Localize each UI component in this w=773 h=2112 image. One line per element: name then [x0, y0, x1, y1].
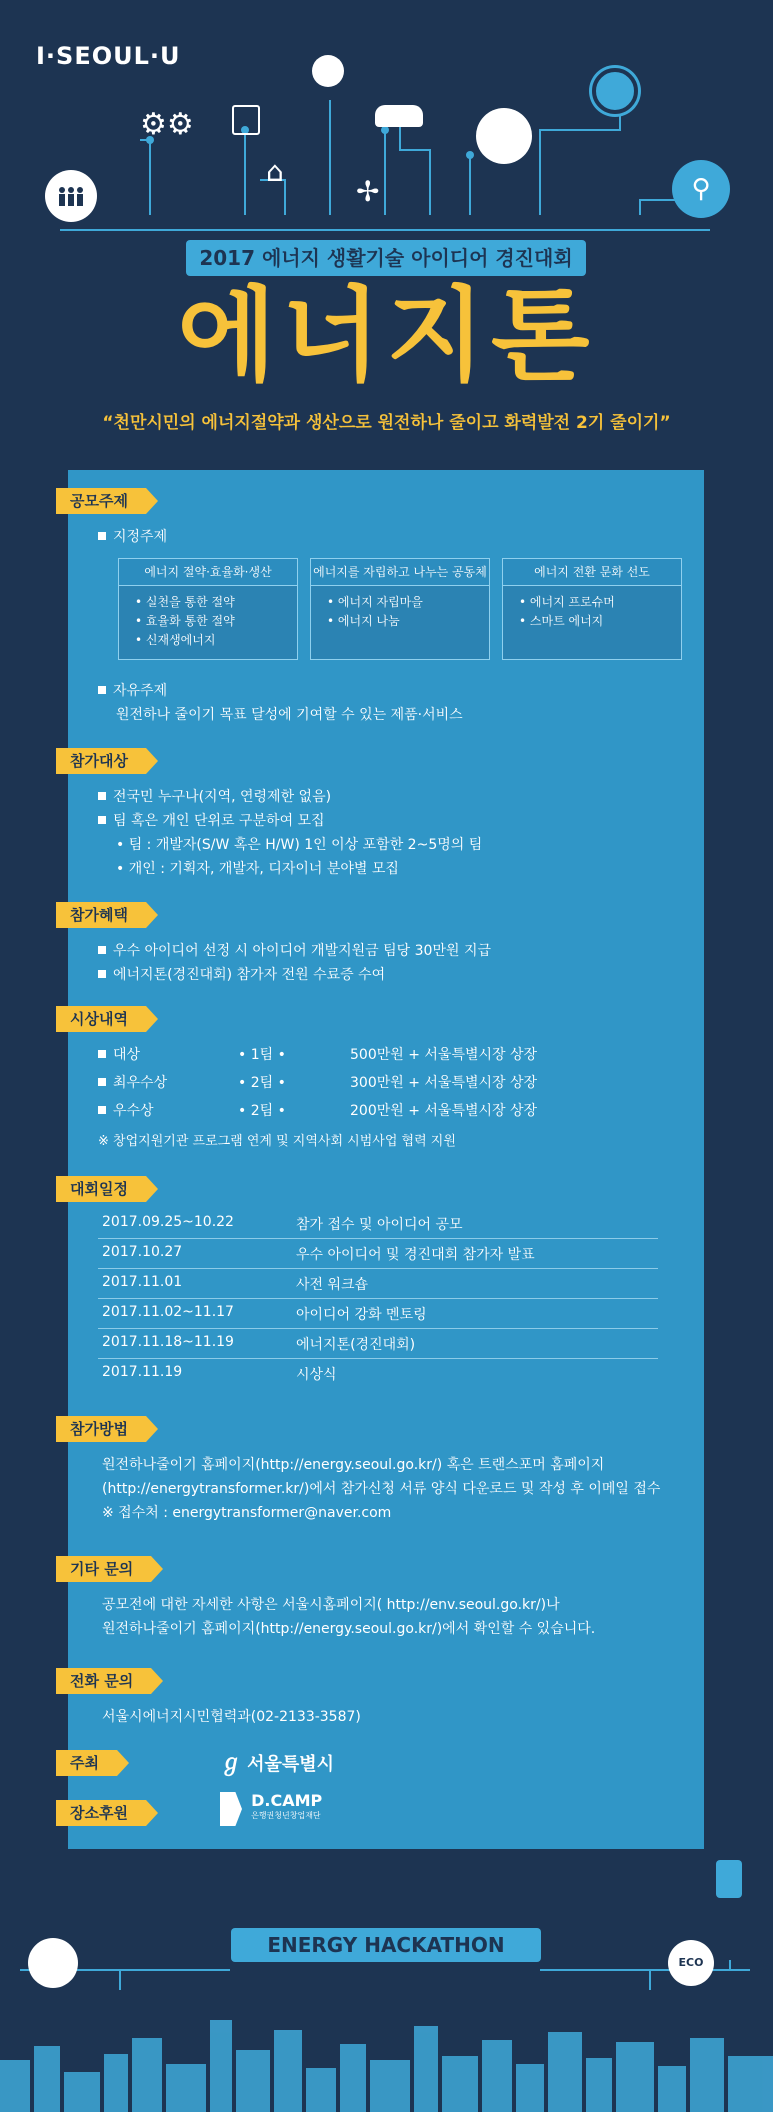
plug-icon [716, 1860, 742, 1898]
host-name: 서울특별시 [247, 1754, 335, 1775]
divider [98, 1358, 658, 1359]
award-note: ※ 창업지원기관 프로그램 연계 및 지역사회 시범사업 협력 지원 [98, 1134, 456, 1149]
house-icon: ⌂ [266, 155, 284, 188]
method-line: (http://energytransformer.kr/)에서 참가신청 서류 양식 다운로드 및 작성 후 이메일 접수 [102, 1481, 661, 1497]
schedule-date: 2017.11.19 [102, 1364, 183, 1380]
list-item: • 실천을 통한 절약 [135, 595, 235, 609]
section-tag: 공모주제 [56, 488, 146, 514]
schedule-date: 2017.11.02~11.17 [102, 1304, 234, 1320]
divider [98, 1328, 658, 1329]
divider [98, 1268, 658, 1269]
list-item: • 신재생에너지 [135, 633, 216, 647]
award-name: 대상 [98, 1044, 140, 1064]
free-topic-desc: 원전하나 줄이기 목표 달성에 기여할 수 있는 제품·서비스 [116, 707, 463, 723]
section-schedule [56, 1176, 146, 1202]
content-panel [68, 470, 704, 1849]
section-phone [56, 1668, 151, 1694]
contest-subtitle: 2017 에너지 생활기술 아이디어 경진대회 [186, 240, 586, 276]
section-tag: 주최 [56, 1750, 117, 1776]
schedule-date: 2017.09.25~10.22 [102, 1214, 234, 1230]
bicycle-icon: ⚲ [672, 160, 730, 218]
award-prize: 500만원 + 서울특별시장 상장 [350, 1047, 538, 1063]
divider [98, 1298, 658, 1299]
section-tag: 전화 문의 [56, 1668, 151, 1694]
car-icon [375, 105, 423, 127]
schedule-event: 시상식 [296, 1367, 337, 1383]
section-tag: 시상내역 [56, 1006, 146, 1032]
list-item: • 에너지 나눔 [327, 614, 400, 628]
schedule-event: 에너지톤(경진대회) [296, 1337, 416, 1353]
eco-badge: ECO [668, 1940, 714, 1986]
dcamp-logo [220, 1792, 322, 1826]
schedule-date: 2017.10.27 [102, 1244, 183, 1260]
topic-box [118, 558, 298, 660]
dcamp-name: D.CAMP [251, 1791, 323, 1810]
benefit-line: 에너지톤(경진대회) 참가자 전원 수료증 수여 [98, 964, 385, 984]
section-tag: 대회일정 [56, 1176, 146, 1202]
seoul-logo [220, 1746, 334, 1777]
award-prize: 200만원 + 서울특별시장 상장 [350, 1103, 538, 1119]
topic-box [310, 558, 490, 660]
award-prize: 300만원 + 서울특별시장 상장 [350, 1075, 538, 1091]
award-name: 우수상 [98, 1100, 154, 1120]
method-line: 원전하나줄이기 홈페이지(http://energy.seoul.go.kr/) 혹은 트랜스포머 홈페이지 [102, 1457, 605, 1473]
method-line: ※ 접수처 : energytransformer@naver.com [102, 1505, 392, 1521]
eligibility-sub: • 팀 : 개발자(S/W 혹은 H/W) 1인 이상 포함한 2~5명의 팀 [116, 837, 483, 853]
sun-icon [592, 68, 638, 114]
schedule-event: 우수 아이디어 및 경진대회 참가자 발표 [296, 1247, 535, 1263]
eligibility-line: 전국민 누구나(지역, 연령제한 없음) [98, 786, 331, 806]
seoul-logo-icon: ℊ [220, 1751, 243, 1776]
list-item: • 에너지 프로슈머 [519, 595, 615, 609]
schedule-date: 2017.11.01 [102, 1274, 183, 1290]
divider [98, 1238, 658, 1239]
schedule-event: 참가 접수 및 아이디어 공모 [296, 1217, 463, 1233]
list-item: • 효율화 통한 절약 [135, 614, 235, 628]
city-skyline [0, 1960, 773, 2112]
section-host [56, 1750, 117, 1776]
award-count: • 1팀 • [238, 1047, 286, 1063]
people-icon [45, 170, 97, 222]
section-tag: 참가대상 [56, 748, 146, 774]
designated-topic-label: 지정주제 [98, 526, 167, 546]
topic-box-title: 에너지 전환 문화 선도 [503, 559, 681, 586]
energy-hackathon-label: ENERGY HACKATHON [231, 1928, 541, 1962]
award-name: 최우수상 [98, 1072, 167, 1092]
slogan: “천만시민의 에너지절약과 생산으로 원전하나 줄이고 화력발전 2기 줄이기” [102, 413, 671, 433]
benefit-line: 우수 아이디어 선정 시 아이디어 개발지원금 팀당 30만원 지급 [98, 940, 491, 960]
section-topic [56, 488, 146, 514]
award-count: • 2팀 • [238, 1103, 286, 1119]
inquiry-line: 공모전에 대한 자세한 사항은 서울시홈페이지( http://env.seoul.go.kr/)나 [102, 1597, 560, 1613]
list-item: • 에너지 자립마을 [327, 595, 423, 609]
dcamp-logo-mark [220, 1792, 242, 1826]
section-method [56, 1416, 146, 1442]
wind-turbine-icon: ✢ [356, 175, 380, 208]
phone-line: 서울시에너지시민협력과(02-2133-3587) [102, 1709, 361, 1725]
schedule-date: 2017.11.18~11.19 [102, 1334, 234, 1350]
gears-icon: ⚙⚙ [140, 107, 194, 142]
battery-icon [232, 105, 260, 135]
topic-box [502, 558, 682, 660]
water-drop-icon [28, 1938, 78, 1988]
award-count: • 2팀 • [238, 1075, 286, 1091]
list-item: • 스마트 에너지 [519, 614, 604, 628]
section-inquiry [56, 1556, 151, 1582]
eligibility-sub: • 개인 : 기획자, 개발자, 디자이너 분야별 모집 [116, 861, 399, 877]
topic-box-title: 에너지를 자립하고 나누는 공동체 [311, 559, 489, 586]
head-icon [476, 108, 532, 164]
inquiry-line: 원전하나줄이기 홈페이지(http://energy.seoul.go.kr/)에서 확인할 수 있습니다. [102, 1621, 596, 1637]
section-tag: 참가혜택 [56, 902, 146, 928]
page-title: 에너지톤 [177, 277, 596, 396]
section-benefits [56, 902, 146, 928]
bulb-icon [312, 55, 344, 87]
section-awards [56, 1006, 146, 1032]
section-tag: 기타 문의 [56, 1556, 151, 1582]
schedule-event: 아이디어 강화 멘토링 [296, 1307, 427, 1323]
section-tag: 장소후원 [56, 1800, 146, 1826]
iseoulu-logo: I·SEOUL·U [36, 42, 181, 70]
free-topic-label: 자유주제 [98, 680, 167, 700]
topic-box-title: 에너지 절약·효율화·생산 [119, 559, 297, 586]
section-tag: 참가방법 [56, 1416, 146, 1442]
schedule-event: 사전 워크숍 [296, 1277, 369, 1293]
eligibility-line: 팀 혹은 개인 단위로 구분하여 모집 [98, 810, 325, 830]
section-venue [56, 1800, 146, 1826]
section-eligibility [56, 748, 146, 774]
dcamp-sub: 은행권청년창업재단 [251, 1811, 321, 1820]
